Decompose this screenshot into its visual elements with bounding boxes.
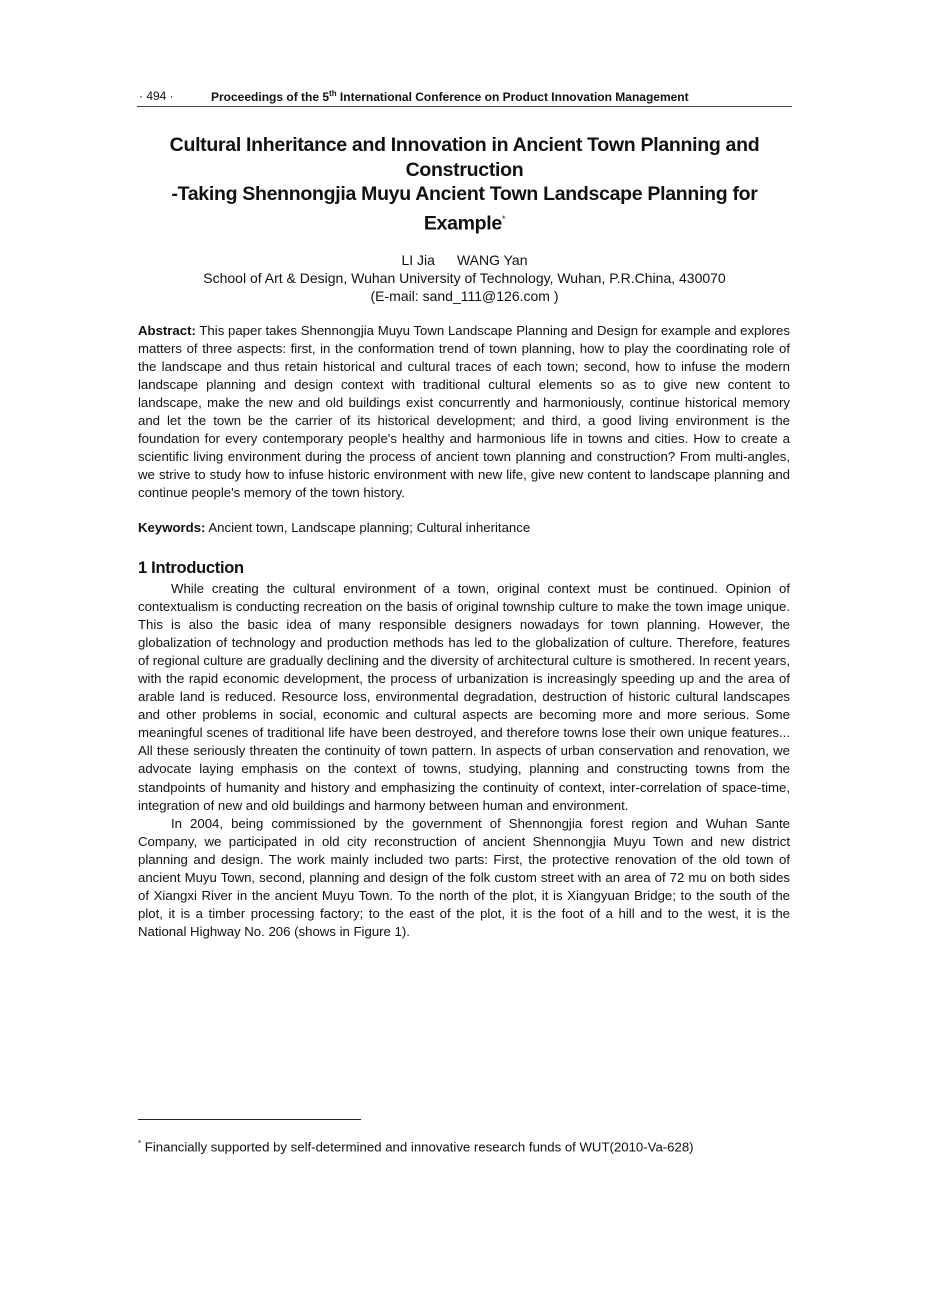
keywords-label: Keywords:	[138, 520, 206, 535]
abstract	[138, 322, 790, 502]
paragraph: In 2004, being commissioned by the government of Shennongjia forest region and Wuhan Sante Company, we participated in old city reconstruction of ancient Shennongjia Muyu Town and new district planning and design. The work mainly included two parts: First, the protective renovation of the old town of ancient Muyu Town, second, planning and design of the folk custom street with an area of 72 mu on both sides of Xiangxi River in the ancient Muyu Town. To the north of the plot, it is Xiangyuan Bridge; to the south of the plot, it is a timber processing factory; to the east of the plot, it is the foot of a hill and to the west, it is the National Highway No. 206 (shows in Figure 1).	[138, 815, 790, 939]
title-line-2: Construction	[405, 158, 524, 181]
paragraph: While creating the cultural environment of a town, original context must be continued. Opinion of contextualism is conducting recreation on the basis of original township culture to make the town image unique. This is also the basic idea of many responsible designers nowadays for town planning. However, the globalization of technology and production methods has led to the globalization of culture. Therefore, features of regional culture are gradually declining and the diversity of architectural culture is smothered. In recent years, with the rapid economic development, the process of urbanization is increasingly speeding up and the area of arable land is reduced. Resource loss, environmental degradation, destruction of historic cultural landscapes and other problems in social, economic and cultural aspects are becoming more and more serious. Some meaningful scenes of traditional life have been destroyed, and therefore towns lose their own unique features... All these seriously threaten the continuity of town pattern. In aspects of urban conservation and renovation, we advocate laying emphasis on the context of towns, studying, planning and constructing towns from the standpoints of humanity and history and emphasizing the continuity of context, inter-correlation of space-time, integration of new and old buildings and harmony between human and environment.	[138, 581, 790, 813]
title-line-4: Example*	[423, 212, 506, 234]
section-body	[138, 580, 790, 941]
running-header	[137, 88, 792, 107]
author-names	[137, 251, 792, 269]
abstract-label: Abstract:	[138, 323, 196, 338]
keywords-text: Ancient town, Landscape planning; Cultural inheritance	[208, 520, 531, 535]
footnote-mark: *	[138, 1139, 142, 1148]
author-li-jia: LI Jia	[401, 252, 435, 268]
keywords	[138, 519, 790, 537]
author-wang-yan: WANG Yan	[456, 252, 528, 268]
page-number: · 494 ·	[139, 89, 174, 103]
footnote-rule	[138, 1119, 361, 1120]
author-email: (E-mail: sand_111@126.com )	[370, 288, 559, 304]
title-line-1: Cultural Inheritance and Innovation in Ancient Town Planning and	[169, 134, 760, 156]
section-heading: 1 Introduction	[138, 559, 244, 577]
author-block	[137, 251, 792, 305]
affiliation: School of Art & Design, Wuhan University of Technology, Wuhan, P.R.China, 430070	[203, 270, 726, 286]
paper-title	[137, 133, 792, 236]
footnote	[138, 1139, 694, 1154]
title-footnote-mark: *	[501, 213, 506, 224]
title-line-3: -Taking Shennongjia Muyu Ancient Town Landscape Planning for	[171, 183, 758, 205]
conference-title: Proceedings of the 5th International Conference on Product Innovation Management	[211, 89, 689, 104]
footnote-text: Financially supported by self-determined and innovative research funds of WUT(2010-Va-628)	[141, 1139, 694, 1155]
abstract-text: This paper takes Shennongjia Muyu Town Landscape Planning and Design for example and explores matters of three aspects: first, in the conformation trend of town planning, how to play the coordinating role of the landscape and thus retain historical and cultural traces of each town; second, how to infuse the modern landscape planning and design context with traditional cultural elements so as to give new content to landscape, make the new and old buildings exist concurrently and harmoniously, continue historical memory and let the town be the carrier of its historical development; and third, a good living environment is the foundation for every contemporary people's healthy and harmonious life in towns and cities. How to create a scientific living environment during the process of ancient town planning and construction? From multi-angles, we strive to study how to infuse historic environment with new life, give new content to landscape planning and continue people's memory of the town history.	[138, 323, 790, 500]
